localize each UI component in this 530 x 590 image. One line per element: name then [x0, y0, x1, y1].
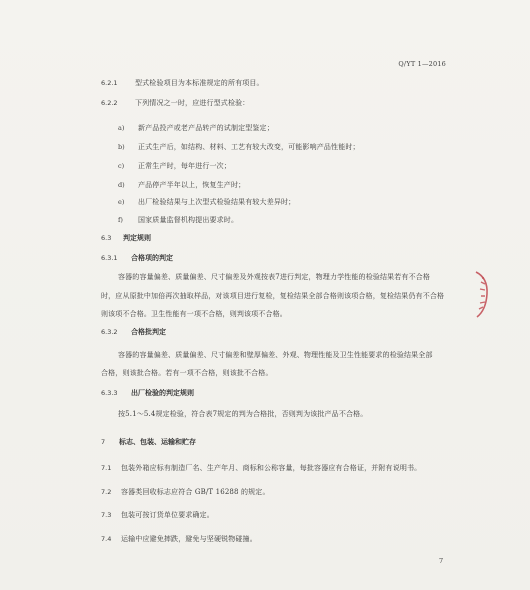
- clause-text: 下列情况之一时，应进行型式检验：: [135, 99, 250, 107]
- paragraph-line: 按5.1～5.4规定检验，符合表7规定的判为合格批，否则判为该批产品不合格。: [118, 410, 368, 418]
- section-number: 7: [101, 438, 106, 446]
- list-label: e): [118, 198, 125, 206]
- list-label: a): [118, 124, 125, 132]
- clause-7-1: [101, 464, 421, 473]
- clause-text: 型式检验项目为本标准规定的所有项目。: [135, 79, 264, 87]
- section-number: 6.3: [101, 234, 112, 242]
- list-label: b): [118, 143, 125, 151]
- clause-title: 合格批判定: [131, 328, 166, 336]
- list-text: 产品停产半年以上，恢复生产时；: [138, 181, 246, 189]
- list-item-c: [118, 162, 231, 171]
- list-item-d: [118, 181, 245, 190]
- paragraph-line: 时，应从原批中加倍再次抽取样品，对该项目进行复检，复检结果全部合格则该项合格，复检结果仍有不合格: [101, 292, 445, 300]
- section-7-heading: [101, 438, 196, 447]
- paragraph-line: 则该项不合格。卫生性能有一项不合格，则判该项不合格。: [101, 310, 287, 318]
- clause-number: 7.4: [101, 535, 112, 543]
- list-text: 正式生产后，如结构、材料、工艺有较大改变，可能影响产品性能时；: [138, 143, 360, 151]
- clause-number: 6.3.3: [101, 389, 118, 397]
- clause-text: 包装可按订货单位要求确定。: [121, 511, 214, 519]
- list-label: d): [118, 181, 125, 189]
- clause-title: 合格项的判定: [131, 254, 173, 262]
- list-item-b: [118, 143, 360, 152]
- clause-6-2-1: [101, 79, 264, 88]
- list-item-f: [118, 216, 238, 225]
- seal-stamp: [474, 268, 496, 320]
- clause-title: 出厂检验的判定规则: [131, 389, 194, 397]
- list-text: 正常生产时，每年进行一次；: [138, 162, 231, 170]
- paragraph-line: 合格，则该批合格。若有一项不合格，则该批不合格。: [101, 369, 273, 377]
- clause-text: 包装外箱应标有制造厂名、生产年月、商标和公称容量，每批容器应有合格证，并附有说明书。: [121, 464, 422, 472]
- document-code: Q/YT 1—2016: [398, 60, 446, 68]
- list-item-e: [118, 198, 295, 207]
- list-text: 国家质量监督机构提出要求时。: [138, 216, 239, 224]
- clause-7-4: [101, 535, 257, 544]
- section-6-3-heading: [101, 234, 151, 243]
- clause-number: 6.3.2: [101, 328, 118, 336]
- clause-number: 6.2.2: [101, 99, 118, 107]
- clause-text: 运输中应避免摔跌，避免与坚硬锐物碰撞。: [121, 535, 257, 543]
- section-title: 标志、包装、运输和贮存: [119, 438, 196, 446]
- clause-number: 7.3: [101, 511, 112, 519]
- list-text: 出厂检验结果与上次型式检验结果有较大差异时；: [138, 198, 296, 206]
- clause-text: 容器类回收标志应符合 GB/T 16288 的规定。: [121, 488, 270, 496]
- list-label: c): [118, 162, 125, 170]
- clause-7-3: [101, 511, 214, 520]
- clause-6-3-2-heading: [101, 328, 166, 337]
- list-text: 新产品投产或老产品转产的试制定型鉴定；: [138, 124, 274, 132]
- section-title: 判定规则: [123, 234, 151, 242]
- clause-6-3-1-heading: [101, 254, 173, 263]
- clause-7-2: [101, 488, 270, 497]
- clause-number: 7.1: [101, 464, 112, 472]
- clause-number: 7.2: [101, 488, 112, 496]
- list-item-a: [118, 124, 274, 133]
- clause-6-2-2: [101, 99, 249, 108]
- clause-number: 6.3.1: [101, 254, 118, 262]
- clause-6-3-3-heading: [101, 389, 194, 398]
- paragraph-line: 容器的容量偏差、质量偏差、尺寸偏差和壁厚偏差、外观、物理性能及卫生性能要求的检验结果全部: [118, 351, 433, 359]
- clause-number: 6.2.1: [101, 79, 118, 87]
- list-label: f): [118, 216, 123, 224]
- paragraph-line: 容器的容量偏差、质量偏差、尺寸偏差及外观按表7进行判定，物理力学性能的检验结果若有不合格: [118, 273, 431, 281]
- page-number: 7: [439, 557, 444, 565]
